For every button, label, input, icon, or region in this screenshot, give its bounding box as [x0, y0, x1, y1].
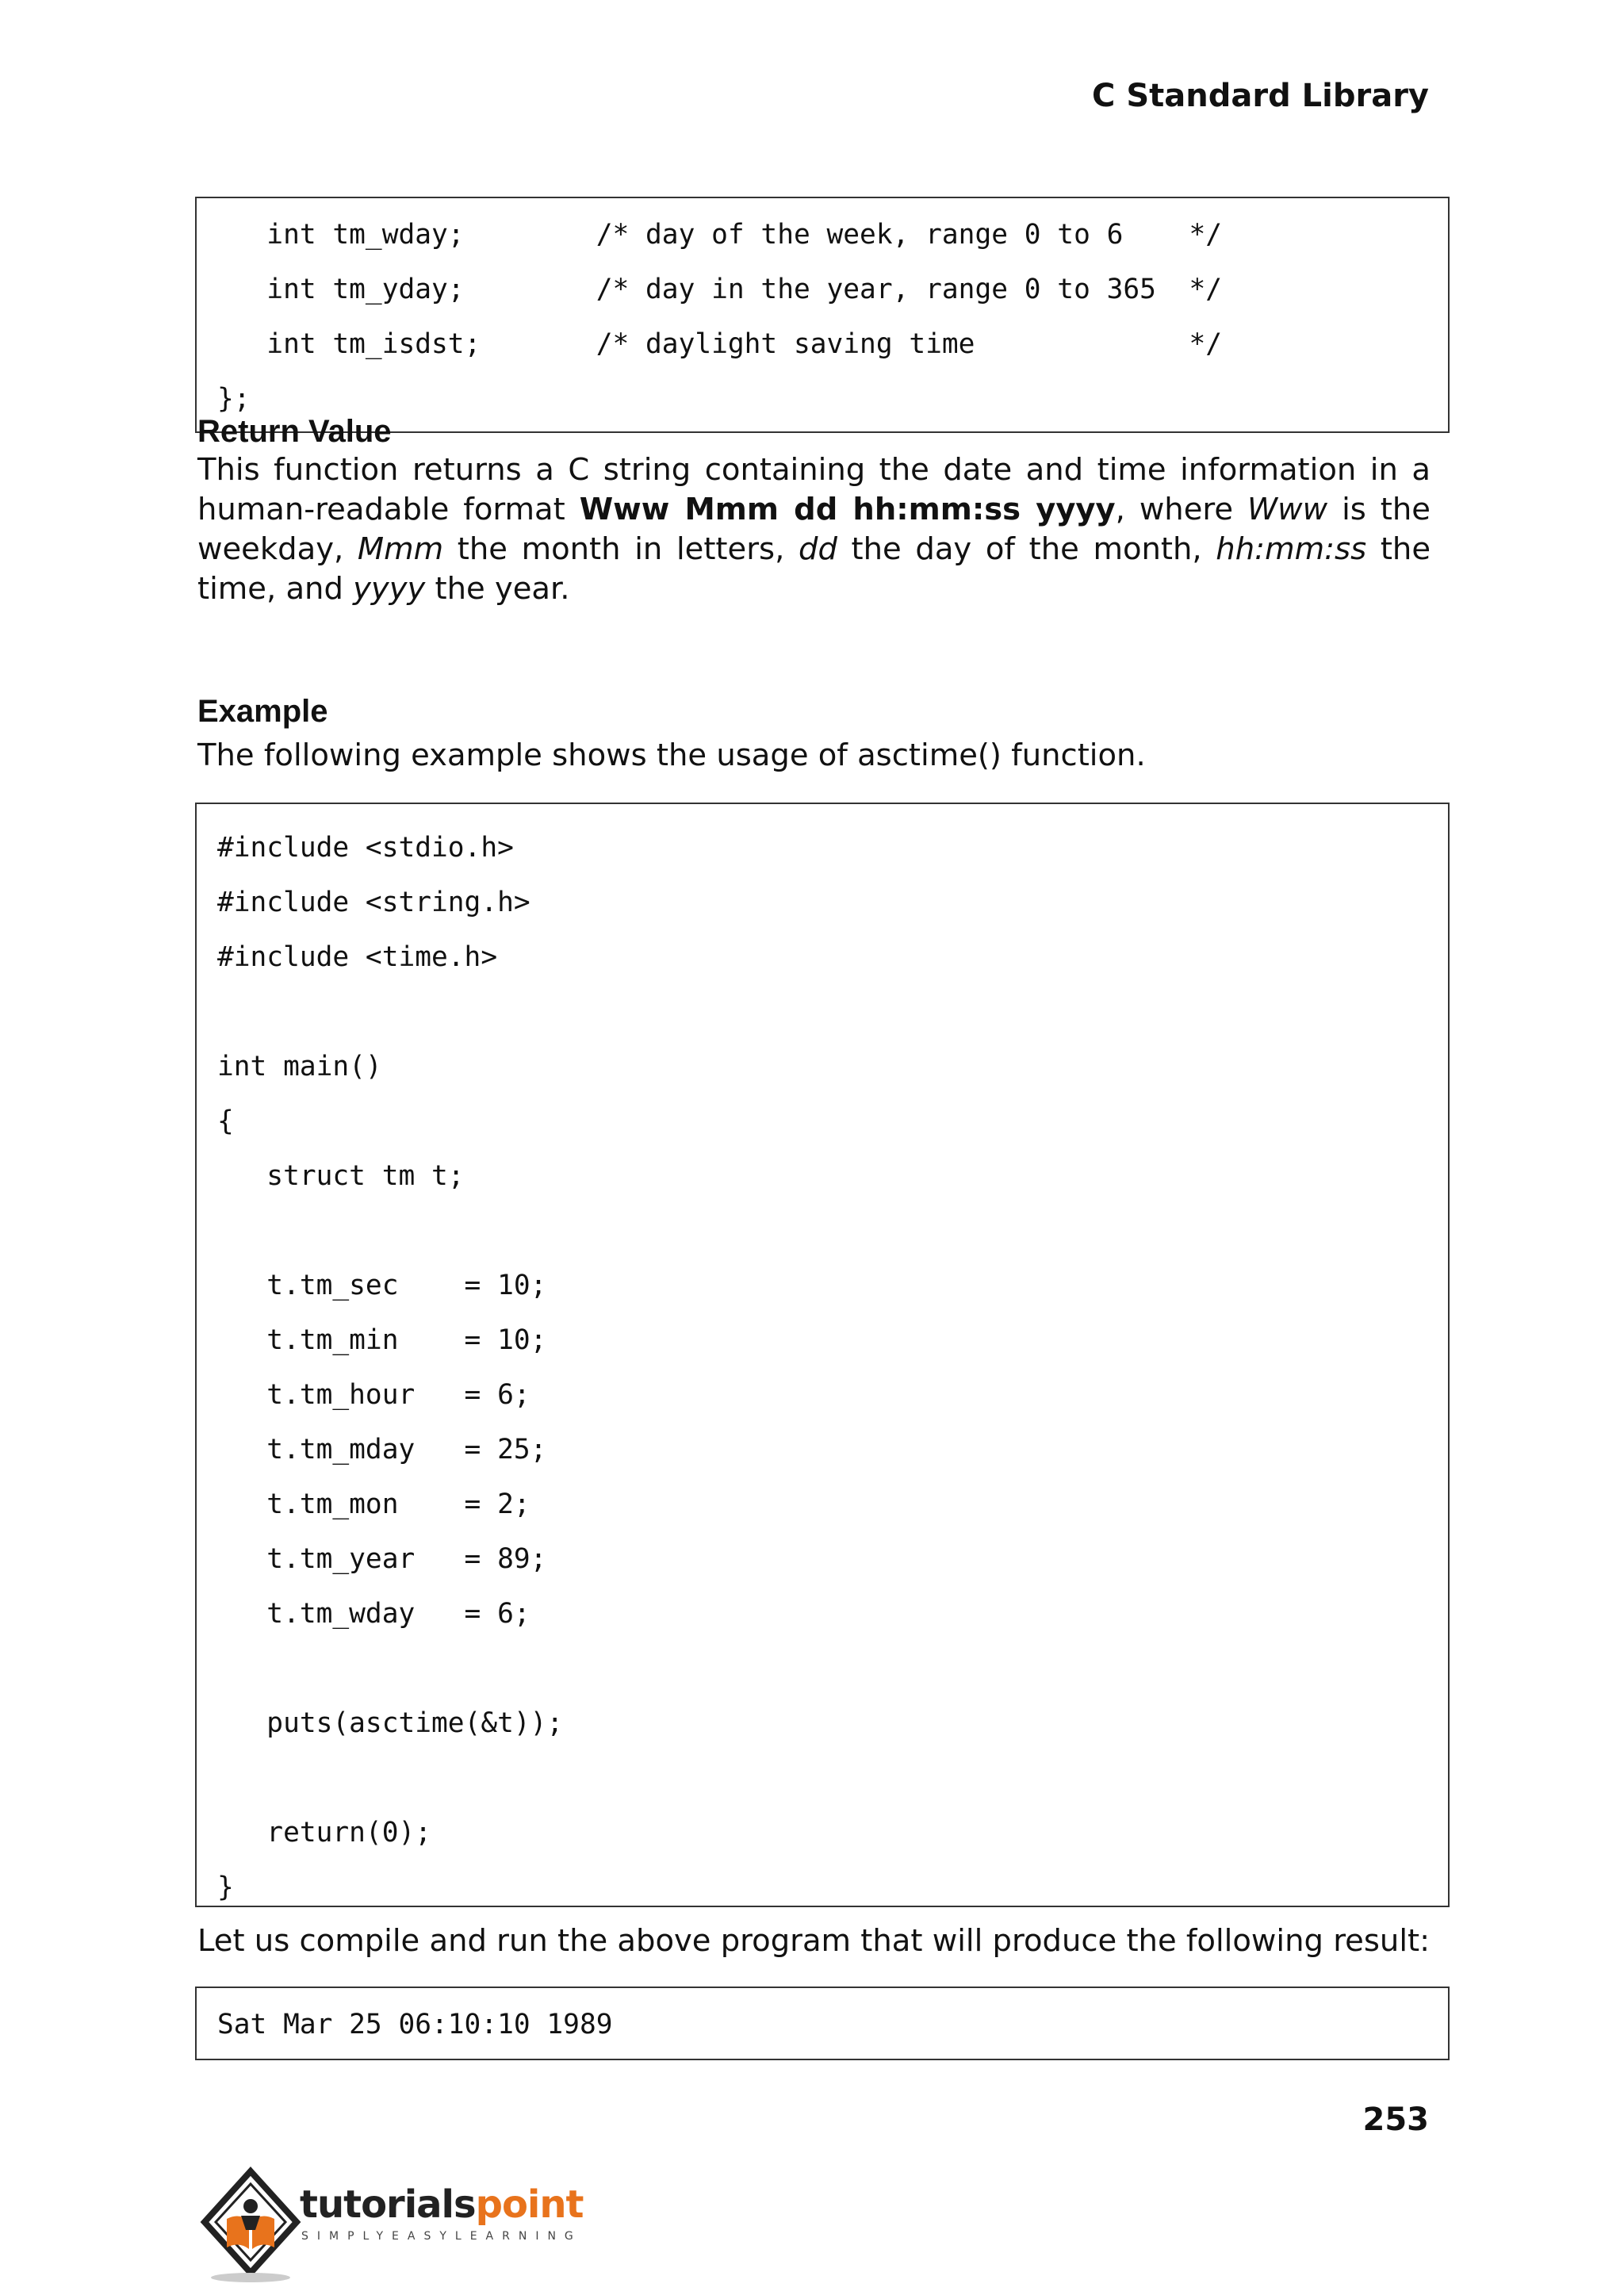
code-block-example [195, 803, 1450, 1907]
output-text: Sat Mar 25 06:10:10 1989 [217, 2009, 613, 2040]
result-intro: Let us compile and run the above program that will produce the following result: [197, 1923, 1431, 1959]
section-heading-return-value: Return Value [197, 414, 392, 449]
code-text: int tm_wday; /* day of the week, range 0 to 6 */ int tm_yday; /* day in the year, range 0 to 365 */ int tm_isdst; /* daylight saving time */ }; [217, 219, 1223, 415]
logo-emblem-icon [195, 2165, 306, 2284]
code-block-struct-tail [195, 197, 1450, 433]
example-intro: The following example shows the usage of asctime() function. [197, 738, 1146, 773]
format-string: Www Mmm dd hh:mm:ss yyyy [579, 492, 1116, 527]
tutorialspoint-logo [195, 2165, 584, 2284]
page-header-title: C Standard Library [1092, 78, 1429, 114]
section-heading-example: Example [197, 694, 328, 729]
page-number: 253 [1362, 2102, 1429, 2138]
code-block-output [195, 1987, 1450, 2060]
logo-wordmark: tutorialspoint [300, 2182, 584, 2227]
logo-tagline: SIMPLYEASYLEARNING [301, 2230, 582, 2243]
return-value-paragraph: This function returns a C string containing the date and time information in a human-readable format Www Mmm dd hh:mm:ss yyyy, where Www is the weekday, Mmm the month in letters, dd the day of the month, hh:mm:ss the time, and yyyy the year. [197, 452, 1431, 607]
code-text: #include <stdio.h> #include <string.h> #include <time.h> int main() { struct tm t; t.tm_sec = 10; t.tm_min = 10; t.tm_hour = 6; t.tm_mday = 25; t.tm_mon = 2; t.tm_year = 89; t.tm_wday = 6; puts(asctime(&t)); return(0); } [217, 832, 564, 1903]
